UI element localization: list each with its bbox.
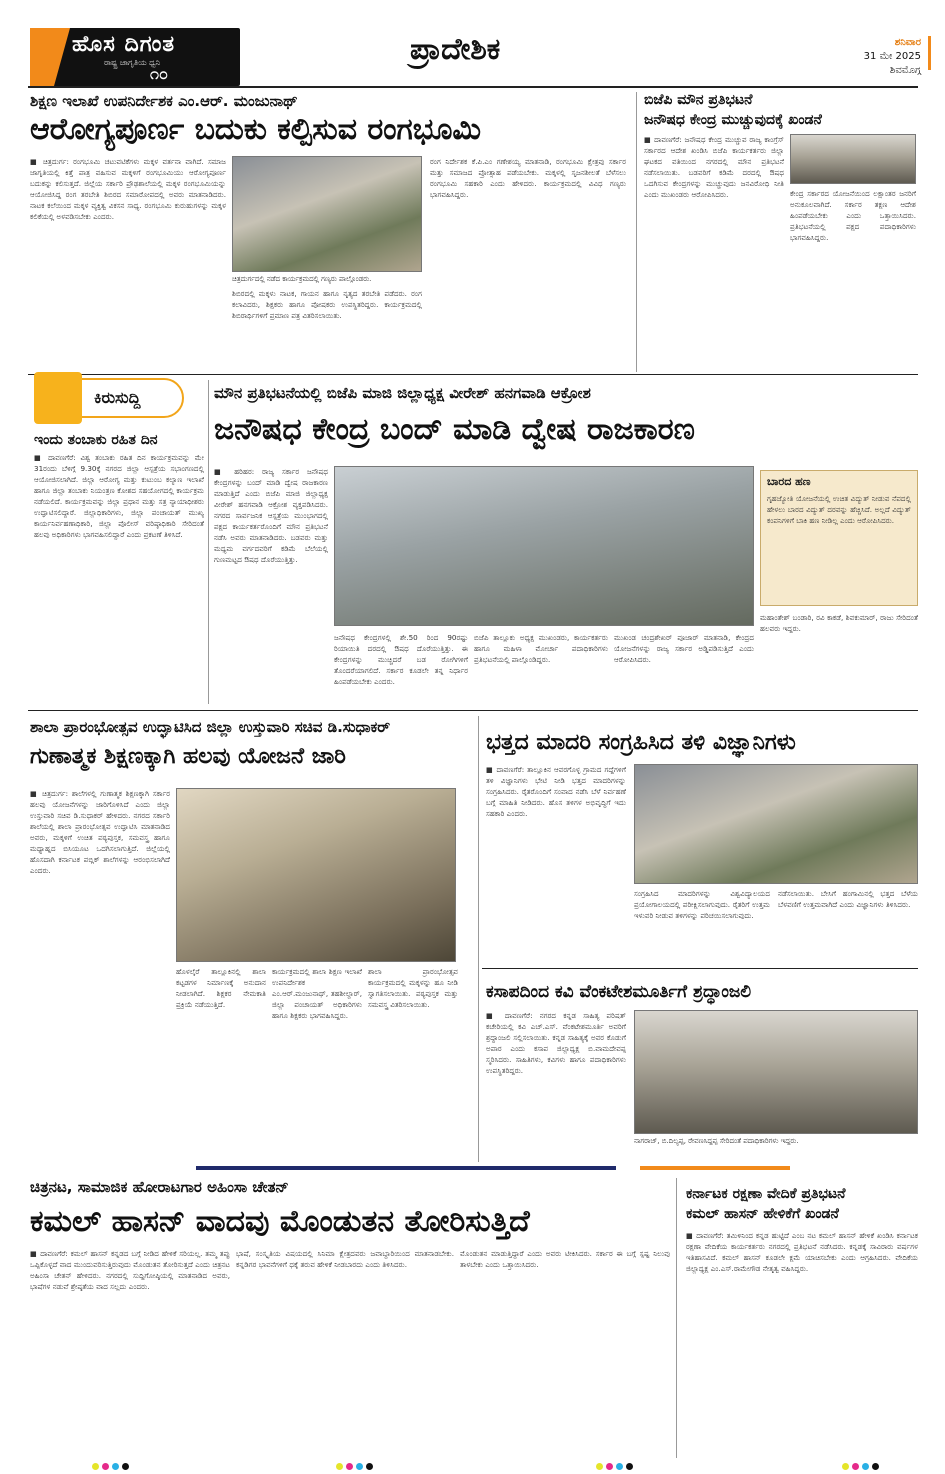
story4-headline: ಗುಣಾತ್ಮಕ ಶಿಕ್ಷಣಕ್ಕಾಗಿ ಹಲವು ಯೋಜನೆ ಜಾರಿ [30,744,346,769]
story7-body-col3: ಮೊಂಡುತನ ಮಾಡುತ್ತಿದ್ದಾರೆ ಎಂದು ಅವರು ಟೀಕಿಸಿದರು. ಸರ್ಕಾರ ಈ ಬಗ್ಗೆ ಸ್ಪಷ್ಟ ನಿಲುವು ತಾಳಬೇಕು ಎಂದು ಒತ್ತಾಯಿಸಿದರು. [460,1249,670,1269]
yellow-dot [842,1463,849,1470]
story4-body-col3: ಕಾರ್ಯಕ್ರಮದಲ್ಲಿ ಶಾಲಾ ಶಿಕ್ಷಣ ಇಲಾಖೆ ಉಪನಿರ್ದೇಶಕ ಎಂ.ಆರ್.ಮಂಜುನಾಥ್, ತಹಶೀಲ್ದಾರ್, ಜಿಲ್ಲಾ ಪಂಚಾಯತ್ ಅಧಿಕಾರಿಗಳು ಹಾಗೂ ಶಿಕ್ಷಕರು ಭಾಗವಹಿಸಿದ್ದರು. [272,967,362,1020]
registration-marks [92,1463,129,1470]
black-dot [366,1463,373,1470]
story3-body-col1: ■ ಹರಿಹರ: ರಾಜ್ಯ ಸರ್ಕಾರ ಜನೌಷಧ ಕೇಂದ್ರಗಳನ್ನು ಬಂದ್ ಮಾಡಿ ದ್ವೇಷ ರಾಜಕಾರಣ ಮಾಡುತ್ತಿದೆ ಎಂದು ಬಿಜೆಪಿ ಮಾಜಿ ಜಿಲ್ಲಾಧ್ಯಕ್ಷ ವೀರೇಶ್ ಹನಗವಾಡಿ ಆಕ್ರೋಶ ವ್ಯಕ್ತಪಡಿಸಿದರು. ನಗರದ ಸಾರ್ವಜನಿಕ ಆಸ್ಪತ್ರೆಯ ಮುಂಭಾಗದಲ್ಲಿ ಪಕ್ಷದ ಕಾರ್ಯಕರ್ತರೊಂದಿಗೆ ಮೌನ ಪ್ರತಿಭಟನೆ ನಡೆಸಿ ಅವರು ಮಾತನಾಡಿದರು. ಬಡವರು ಮತ್ತು ಮಧ್ಯಮ ವರ್ಗದವರಿಗೆ ಕಡಿಮೆ ಬೆಲೆಯಲ್ಲಿ ಗುಣಮಟ್ಟದ ಔಷಧ ದೊರೆಯುತ್ತಿತ್ತು. [214,467,328,564]
magenta-dot [606,1463,613,1470]
yellow-dot [92,1463,99,1470]
story8-headline: ಕಮಲ್ ಹಾಸನ್ ಹೇಳಿಕೆಗೆ ಖಂಡನೆ [686,1206,839,1222]
sidebox-body: ಗೃಹಜ್ಯೋತಿ ಯೋಜನೆಯಲ್ಲಿ ಉಚಿತ ವಿದ್ಯುತ್ ನೀಡುವ ನೆಪದಲ್ಲಿ ಹೇಳಲು ಬಾರದ ವಿದ್ಯುತ್ ದರವನ್ನು ಹೆಚ್ಚಿಸಿದೆ. ಅಲ್ಲದೆ ವಿದ್ಯುತ್ ಕಂಪನಿಗಳಿಗೆ ಬಾಕಿ ಹಣ ನೀಡಿಲ್ಲ ಎಂದು ಆರೋಪಿಸಿದರು. [767,494,911,525]
cyan-dot [356,1463,363,1470]
story1-photo [232,156,422,272]
column-divider [676,1178,677,1458]
logo-tagline: ರಾಷ್ಟ್ರ ಜಾಗೃತಿಯ ಧ್ವನಿ [104,58,161,67]
date: 31 ಮೇ 2025 [863,51,921,62]
story2-body-col1: ■ ದಾವಣಗೆರೆ: ಜನೌಷಧ ಕೇಂದ್ರ ಮುಚ್ಚುವ ರಾಜ್ಯ ಕಾಂಗ್ರೆಸ್ ಸರ್ಕಾರದ ಆದೇಶ ಖಂಡಿಸಿ ಬಿಜೆಪಿ ಕಾರ್ಯಕರ್ತರು ಜಿಲ್ಲಾ ಘಟಕದ ವತಿಯಿಂದ ನಗರದಲ್ಲಿ ಮೌನ ಪ್ರತಿಭಟನೆ ನಡೆಸಲಾಯಿತು. ಬಡವರಿಗೆ ಕಡಿಮೆ ದರದಲ್ಲಿ ಔಷಧ ಒದಗಿಸುವ ಕೇಂದ್ರಗಳನ್ನು ಮುಚ್ಚುವುದು ಜನವಿರೋಧಿ ನೀತಿ ಎಂದು ಮುಖಂಡರು ಆರೋಪಿಸಿದರು. [644,135,784,199]
story4-body-col2: ಹೊಳಲ್ಕೆರೆ ತಾಲ್ಲೂಕಿನಲ್ಲಿ ಶಾಲಾ ಕಟ್ಟಡಗಳ ನಿರ್ಮಾಣಕ್ಕೆ ಅನುದಾನ ನೀಡಲಾಗಿದೆ. ಶಿಕ್ಷಕರ ನೇಮಕಾತಿ ಪ್ರಕ್ರಿಯೆ ನಡೆಯುತ್ತಿದೆ. [176,967,266,1009]
section-rule [28,374,918,375]
page-number: ೧೦ [150,64,168,83]
story5-photo [634,764,918,884]
story3-sidebox [760,470,918,606]
cyan-dot [112,1463,119,1470]
city: ಶಿವಮೊಗ್ಗ [889,65,921,76]
story1-body-col2: ಶಿಬಿರದಲ್ಲಿ ಮಕ್ಕಳು ನಾಟಕ, ಗಾಯನ ಹಾಗೂ ನೃತ್ಯದ ತರಬೇತಿ ಪಡೆದರು. ರಂಗ ಕಲಾವಿದರು, ಶಿಕ್ಷಕರು ಹಾಗೂ ಪೋಷಕರು ಉಪಸ್ಥಿತರಿದ್ದರು. ಕಾರ್ಯಕ್ರಮದಲ್ಲಿ ಶಿಬಿರಾರ್ಥಿಗಳಿಗೆ ಪ್ರಮಾಣ ಪತ್ರ ವಿತರಿಸಲಾಯಿತು. [232,289,422,320]
story5-body-col2: ಸಂಗ್ರಹಿಸಿದ ಮಾದರಿಗಳನ್ನು ವಿಶ್ವವಿದ್ಯಾಲಯದ ಪ್ರಯೋಗಾಲಯದಲ್ಲಿ ಪರೀಕ್ಷಿಸಲಾಗುವುದು. ರೈತರಿಗೆ ಉತ್ತಮ ಇಳುವರಿ ನೀಡುವ ತಳಿಗಳನ್ನು ಪರಿಚಯಿಸಲಾಗುವುದು. [634,889,770,920]
story3-body-col3: ಬಿಜೆಪಿ ತಾಲ್ಲೂಕು ಅಧ್ಯಕ್ಷ ಮುಖಂಡರು, ಕಾರ್ಯಕರ್ತರು ಹಾಗೂ ಮಹಿಳಾ ಮೋರ್ಚಾ ಪದಾಧಿಕಾರಿಗಳು ಪ್ರತಿಭಟನೆಯಲ್ಲಿ ಪಾಲ್ಗೊಂಡಿದ್ದರು. [474,633,608,664]
story1-caption: ಚಿತ್ರದುರ್ಗದಲ್ಲಿ ನಡೆದ ಕಾರ್ಯಕ್ರಮದಲ್ಲಿ ಗಣ್ಯರು ಪಾಲ್ಗೊಂಡರು. [232,275,372,283]
column-divider [636,92,637,372]
column-divider [478,716,479,1162]
story3-headline: ಜನೌಷಧ ಕೇಂದ್ರ ಬಂದ್ ಮಾಡಿ ದ್ವೇಷ ರಾಜಕಾರಣ [214,412,695,447]
section-title: ಪ್ರಾದೇಶಿಕ [410,32,501,67]
story4-body-col4: ಶಾಲಾ ಪ್ರಾರಂಭೋತ್ಸವ ಕಾರ್ಯಕ್ರಮದಲ್ಲಿ ಮಕ್ಕಳನ್ನು ಹೂ ನೀಡಿ ಸ್ವಾಗತಿಸಲಾಯಿತು. ಪಠ್ಯಪುಸ್ತಕ ಮತ್ತು ಸಮವಸ್ತ್ರ ವಿತರಿಸಲಾಯಿತು. [368,967,458,1009]
magenta-dot [852,1463,859,1470]
section-rule [28,710,918,711]
magenta-dot [102,1463,109,1470]
story6-headline: ಕಸಾಪದಿಂದ ಕವಿ ವೆಂಕಟೇಶಮೂರ್ತಿಗೆ ಶ್ರದ್ಧಾಂಜಲಿ [486,982,752,1002]
masthead [0,0,945,88]
story1-body-col3: ರಂಗ ನಿರ್ದೇಶಕ ಕೆ.ಪಿ.ಎಂ ಗಣೇಶಯ್ಯ ಮಾತನಾಡಿ, ರಂಗಭೂಮಿ ಕ್ಷೇತ್ರವು ಸರ್ಕಾರ ಮತ್ತು ಸಮಾಜದ ಪ್ರೋತ್ಸಾಹ ಪಡೆಯಬೇಕು. ಮಕ್ಕಳಲ್ಲಿ ಸೃಜನಶೀಲತೆ ಬೆಳೆಸಲು ರಂಗಭೂಮಿ ಸಹಕಾರಿ ಎಂದು ಹೇಳಿದರು. ಕಾರ್ಯಕ್ರಮದಲ್ಲಿ ವಿವಿಧ ಗಣ್ಯರು ಭಾಗವಹಿಸಿದ್ದರು. [430,157,626,199]
black-dot [122,1463,129,1470]
story2-kicker: ಬಿಜೆಪಿ ಮೌನ ಪ್ರತಿಭಟನೆ [644,92,753,108]
registration-marks [596,1463,633,1470]
story3-photo [334,466,754,626]
dateline [864,36,921,78]
divider-stripe-blue [196,1166,616,1170]
story5-body-col3: ನಡೆಸಲಾಯಿತು. ಬೇಸಿಗೆ ಹಂಗಾಮಿನಲ್ಲಿ ಭತ್ತದ ಬೆಳೆಯ ಬೆಳವಣಿಗೆ ಉತ್ತಮವಾಗಿದೆ ಎಂದು ವಿಜ್ಞಾನಿಗಳು ತಿಳಿಸಿದರು. [778,889,918,909]
story3-kicker: ಮೌನ ಪ್ರತಿಭಟನೆಯಲ್ಲಿ ಬಿಜೆಪಿ ಮಾಜಿ ಜಿಲ್ಲಾಧ್ಯಕ್ಷ ವೀರೇಶ್ ಹನಗವಾಡಿ ಆಕ್ರೋಶ [214,384,591,402]
story2-photo [790,134,916,184]
black-dot [626,1463,633,1470]
divider-stripe-orange [640,1166,790,1170]
black-dot [872,1463,879,1470]
magenta-dot [346,1463,353,1470]
story2-body-col2: ಕೇಂದ್ರ ಸರ್ಕಾರದ ಯೋಜನೆಯಿಂದ ಲಕ್ಷಾಂತರ ಜನರಿಗೆ ಅನುಕೂಲವಾಗಿದೆ. ಸರ್ಕಾರ ತಕ್ಷಣ ಆದೇಶ ಹಿಂಪಡೆಯಬೇಕು ಎಂದು ಒತ್ತಾಯಿಸಿದರು. ಪ್ರತಿಭಟನೆಯಲ್ಲಿ ಪಕ್ಷದ ಪದಾಧಿಕಾರಿಗಳು ಭಾಗವಹಿಸಿದ್ದರು. [790,189,916,242]
story4-photo [176,788,456,962]
story7-body-col1: ■ ದಾವಣಗೆರೆ: ಕಮಲ್ ಹಾಸನ್ ಕನ್ನಡದ ಬಗ್ಗೆ ನೀಡಿದ ಹೇಳಿಕೆ ಸರಿಯಲ್ಲ. ತಮ್ಮ ತಪ್ಪು ಒಪ್ಪಿಕೊಳ್ಳದೆ ವಾದ ಮುಂದುವರಿಸುತ್ತಿರುವುದು ಮೊಂಡುತನ ತೋರಿಸುತ್ತದೆ ಎಂದು ಚಿತ್ರನಟ ಅಹಿಂಸಾ ಚೇತನ್ ಹೇಳಿದರು. ನಗರದಲ್ಲಿ ಸುದ್ದಿಗೋಷ್ಠಿಯಲ್ಲಿ ಮಾತನಾಡಿದ ಅವರು, ಭಾಷೆಗಳ ನಡುವೆ ಶ್ರೇಷ್ಠತೆಯ ವಾದ ಸಲ್ಲದು ಎಂದರು. [30,1249,230,1291]
story1-headline: ಆರೋಗ್ಯಪೂರ್ಣ ಬದುಕು ಕಲ್ಪಿಸುವ ರಂಗಭೂಮಿ [30,112,482,147]
story4-body-col1: ■ ಚಿತ್ರದುರ್ಗ: ಶಾಲೆಗಳಲ್ಲಿ ಗುಣಾತ್ಮಕ ಶಿಕ್ಷಣಕ್ಕಾಗಿ ಸರ್ಕಾರ ಹಲವು ಯೋಜನೆಗಳನ್ನು ಜಾರಿಗೊಳಿಸಿದೆ ಎಂದು ಜಿಲ್ಲಾ ಉಸ್ತುವಾರಿ ಸಚಿವ ಡಿ.ಸುಧಾಕರ್ ಹೇಳಿದರು. ನಗರದ ಸರ್ಕಾರಿ ಶಾಲೆಯಲ್ಲಿ ಶಾಲಾ ಪ್ರಾರಂಭೋತ್ಸವ ಉದ್ಘಾಟಿಸಿ ಮಾತನಾಡಿದ ಅವರು, ಮಕ್ಕಳಿಗೆ ಉಚಿತ ಪಠ್ಯಪುಸ್ತಕ, ಸಮವಸ್ತ್ರ ಹಾಗೂ ಮಧ್ಯಾಹ್ನದ ಬಿಸಿಯೂಟ ಒದಗಿಸಲಾಗುತ್ತಿದೆ. ಜಿಲ್ಲೆಯಲ್ಲಿ ಹೊಸದಾಗಿ ಕರ್ನಾಟಕ ಪಬ್ಲಿಕ್ ಶಾಲೆಗಳನ್ನು ಆರಂಭಿಸಲಾಗಿದೆ ಎಂದರು. [30,789,170,875]
story4-kicker: ಶಾಲಾ ಪ್ರಾರಂಭೋತ್ಸವ ಉದ್ಘಾಟಿಸಿದ ಜಿಲ್ಲಾ ಉಸ್ತುವಾರಿ ಸಚಿವ ಡಿ.ಸುಧಾಕರ್ [30,718,391,736]
hand-icon [34,372,82,424]
story6-body: ■ ದಾವಣಗೆರೆ: ನಗರದ ಕನ್ನಡ ಸಾಹಿತ್ಯ ಪರಿಷತ್ ಕಚೇರಿಯಲ್ಲಿ ಕವಿ ಎಚ್.ಎಸ್. ವೆಂಕಟೇಶಮೂರ್ತಿ ಅವರಿಗೆ ಶ್ರದ್ಧಾಂಜಲಿ ಸಲ್ಲಿಸಲಾಯಿತು. ಕನ್ನಡ ಸಾಹಿತ್ಯಕ್ಕೆ ಅವರ ಕೊಡುಗೆ ಅಪಾರ ಎಂದು ಕಸಾಪ ಜಿಲ್ಲಾಧ್ಯಕ್ಷ ಬಿ.ವಾಮದೇವಪ್ಪ ಸ್ಮರಿಸಿದರು. ಸಾಹಿತಿಗಳು, ಕವಿಗಳು ಹಾಗೂ ಪದಾಧಿಕಾರಿಗಳು ಉಪಸ್ಥಿತರಿದ್ದರು. [486,1011,626,1075]
logo-text: ಹೊಸ ದಿಗಂತ [72,32,176,57]
cyan-dot [862,1463,869,1470]
story3-sidebox-continued: ಮಹಾಂತೇಶ್ ಬಂಡಾರಿ, ರವಿ ಕಾಕಡೆ, ಶಿವಕುಮಾರ್, ರಾಜು ಸೇರಿದಂತೆ ಹಲವರು ಇದ್ದರು. [760,613,918,633]
story5-headline: ಭತ್ತದ ಮಾದರಿ ಸಂಗ್ರಹಿಸಿದ ತಳಿ ವಿಜ್ಞಾನಿಗಳು [486,730,796,755]
dateline-bar [928,36,931,70]
story6-photo [634,1010,918,1134]
story7-kicker: ಚಿತ್ರನಟ, ಸಾಮಾಜಿಕ ಹೋರಾಟಗಾರ ಅಹಿಂಸಾ ಚೇತನ್ [30,1178,289,1196]
section-rule [482,968,918,969]
story7-headline: ಕಮಲ್ ಹಾಸನ್ ವಾದವು ಮೊಂಡುತನ ತೋರಿಸುತ್ತಿದೆ [30,1204,530,1239]
story3-body-col4: ಮುಖಂಡ ಚಂದ್ರಶೇಖರ್ ಪೂಜಾರ್ ಮಾತನಾಡಿ, ಕೇಂದ್ರದ ಯೋಜನೆಗಳನ್ನು ರಾಜ್ಯ ಸರ್ಕಾರ ಅಡ್ಡಿಪಡಿಸುತ್ತಿದೆ ಎಂದು ಆರೋಪಿಸಿದರು. [614,633,754,664]
story2-headline: ಜನೌಷಧ ಕೇಂದ್ರ ಮುಚ್ಚುವುದಕ್ಕೆ ಖಂಡನೆ [644,112,822,128]
story6-caption: ನಾಗರಾಜ್, ಬಿ.ದಿಲ್ಯಪ್ಪ, ರೇವಣಸಿದ್ದಪ್ಪ ಸೇರಿದಂತೆ ಪದಾಧಿಕಾರಿಗಳು ಇದ್ದರು. [634,1137,799,1145]
story8-body: ■ ದಾವಣಗೆರೆ: ತಮಿಳಿನಿಂದ ಕನ್ನಡ ಹುಟ್ಟಿದೆ ಎಂಬ ನಟ ಕಮಲ್ ಹಾಸನ್ ಹೇಳಿಕೆ ಖಂಡಿಸಿ ಕರ್ನಾಟಕ ರಕ್ಷಣಾ ವೇದಿಕೆಯ ಕಾರ್ಯಕರ್ತರು ನಗರದಲ್ಲಿ ಪ್ರತಿಭಟನೆ ನಡೆಸಿದರು. ಕನ್ನಡಕ್ಕೆ ಸಾವಿರಾರು ವರ್ಷಗಳ ಇತಿಹಾಸವಿದೆ. ಕಮಲ್ ಹಾಸನ್ ಕೂಡಲೇ ಕ್ಷಮೆ ಯಾಚಿಸಬೇಕು ಎಂದು ಆಗ್ರಹಿಸಿದರು. ವೇದಿಕೆಯ ಜಿಲ್ಲಾಧ್ಯಕ್ಷ ಎಂ.ಎಸ್.ರಾಮೇಗೌಡ ನೇತೃತ್ವ ವಹಿಸಿದ್ದರು. [686,1231,918,1273]
story1-body-col1: ■ ಚಿತ್ರದುರ್ಗ: ರಂಗಭೂಮಿ ಚಟುವಟಿಕೆಗಳು ಮಕ್ಕಳ ವರ್ತನಾ ವಾಗಿದೆ. ಸಮಾಜ ಜಾಗೃತಿಯಲ್ಲಿ ಕಿತ್ತೆ ಪಾತ್ರ ವಹಿಸುವ ಮಕ್ಕಳಿಗೆ ರಂಗಭೂಮಿಯು ಆರೋಗ್ಯಪೂರ್ಣ ಬದುಕನ್ನು ಕಲಿಸುತ್ತದೆ. ಜಿಲ್ಲೆಯ ಸರ್ಕಾರಿ ಪ್ರೌಢಶಾಲೆಯಲ್ಲಿ ಮಕ್ಕಳ ರಂಗಭೂಮಿಯನ್ನು ಆಯೋಜಿಸಿದ್ದ ರಂಗ ತರಬೇತಿ ಶಿಬಿರದ ಸಮಾರೋಪದಲ್ಲಿ ಅವರು ಮಾತನಾಡಿದರು. ನಾಟಕ ಕಲೆಯಿಂದ ಮಕ್ಕಳ ವ್ಯಕ್ತಿತ್ವ ವಿಕಸನ ಸಾಧ್ಯ. ರಂಗಭೂಮಿ ಕುರುಹುಗಳನ್ನು ಮಕ್ಕಳ ಕಲಿಕೆಯಲ್ಲಿ ಅಳವಡಿಸಬೇಕು ಎಂದರು. [30,157,226,221]
story8-kicker: ಕರ್ನಾಟಕ ರಕ್ಷಣಾ ವೇದಿಕೆ ಪ್ರತಿಭಟನೆ [686,1186,846,1202]
story5-body-col1: ■ ದಾವಣಗೆರೆ: ತಾಲ್ಲೂಕಿನ ಆವರಗೊಳ್ಳ ಗ್ರಾಮದ ಗದ್ದೆಗಳಿಗೆ ತಳಿ ವಿಜ್ಞಾನಿಗಳು ಭೇಟಿ ನೀಡಿ ಭತ್ತದ ಮಾದರಿಗಳನ್ನು ಸಂಗ್ರಹಿಸಿದರು. ರೈತರೊಂದಿಗೆ ಸಂವಾದ ನಡೆಸಿ ಬೆಳೆ ನಿರ್ವಹಣೆ ಬಗ್ಗೆ ಮಾಹಿತಿ ನೀಡಿದರು. ಹೊಸ ತಳಿಗಳ ಅಭಿವೃದ್ಧಿಗೆ ಇದು ಸಹಕಾರಿ ಎಂದರು. [486,765,626,818]
story1-kicker: ಶಿಕ್ಷಣ ಇಲಾಖೆ ಉಪನಿರ್ದೇಶಕ ಎಂ.ಆರ್. ಮಂಜುನಾಥ್ [30,92,298,110]
story7-body-col2: ಭಾಷೆ, ಸಂಸ್ಕೃತಿಯ ವಿಷಯದಲ್ಲಿ ಸಿನಿಮಾ ಕ್ಷೇತ್ರದವರು ಜವಾಬ್ದಾರಿಯಿಂದ ಮಾತನಾಡಬೇಕು. ಕನ್ನಡಿಗರ ಭಾವನೆಗಳಿಗೆ ಧಕ್ಕೆ ತರುವ ಹೇಳಿಕೆ ನೀಡಬಾರದು ಎಂದು ತಿಳಿಸಿದರು. [236,1249,454,1269]
yellow-dot [336,1463,343,1470]
cyan-dot [616,1463,623,1470]
registration-marks [336,1463,373,1470]
registration-marks [842,1463,879,1470]
kirusuddi-headline: ಇಂದು ತಂಬಾಕು ರಹಿತ ದಿನ [34,432,158,448]
kirusuddi-body: ■ ದಾವಣಗೆರೆ: ವಿಶ್ವ ತಂಬಾಕು ರಹಿತ ದಿನ ಕಾರ್ಯಕ್ರಮವನ್ನು ಮೇ 31ರಂದು ಬೆಳಿಗ್ಗೆ 9.30ಕ್ಕೆ ನಗರದ ಜಿಲ್ಲಾ ಆಸ್ಪತ್ರೆಯ ಸಭಾಂಗಣದಲ್ಲಿ ಆಯೋಜಿಸಲಾಗಿದೆ. ಜಿಲ್ಲಾ ಆರೋಗ್ಯ ಮತ್ತು ಕುಟುಂಬ ಕಲ್ಯಾಣ ಇಲಾಖೆ ಹಾಗೂ ಜಿಲ್ಲಾ ತಂಬಾಕು ನಿಯಂತ್ರಣ ಕೋಶದ ಸಹಯೋಗದಲ್ಲಿ ಕಾರ್ಯಕ್ರಮ ನಡೆಯಲಿದೆ. ಕಾರ್ಯಕ್ರಮವನ್ನು ಜಿಲ್ಲಾ ಪ್ರಧಾನ ಮತ್ತು ಸತ್ರ ನ್ಯಾಯಾಧೀಶರು ಉದ್ಘಾಟಿಸಲಿದ್ದಾರೆ. ಜಿಲ್ಲಾಧಿಕಾರಿಗಳು, ಜಿಲ್ಲಾ ಪಂಚಾಯತ್ ಮುಖ್ಯ ಕಾರ್ಯನಿರ್ವಹಣಾಧಿಕಾರಿ, ಜಿಲ್ಲಾ ಪೊಲೀಸ್ ವರಿಷ್ಠಾಧಿಕಾರಿ ಸೇರಿದಂತೆ ಹಲವು ಅಧಿಕಾರಿಗಳು ಭಾಗವಹಿಸಲಿದ್ದಾರೆ ಎಂದು ಪ್ರಕಟಣೆ ತಿಳಿಸಿದೆ. [34,453,204,539]
yellow-dot [596,1463,603,1470]
day: ಶನಿವಾರ [894,37,921,48]
sidebox-title: ಬಾರದ ಹಣ [767,475,811,488]
column-divider [208,380,209,704]
masthead-rule [28,86,918,88]
story3-body-col2: ಜನೌಷಧ ಕೇಂದ್ರಗಳಲ್ಲಿ ಶೇ.50 ರಿಂದ 90ರಷ್ಟು ರಿಯಾಯಿತಿ ದರದಲ್ಲಿ ಔಷಧ ದೊರೆಯುತ್ತಿತ್ತು. ಈ ಕೇಂದ್ರಗಳನ್ನು ಮುಚ್ಚಿದರೆ ಬಡ ರೋಗಿಗಳಿಗೆ ತೊಂದರೆಯಾಗಲಿದೆ. ಸರ್ಕಾರ ಕೂಡಲೇ ತನ್ನ ನಿರ್ಧಾರ ಹಿಂಪಡೆಯಬೇಕು ಎಂದರು. [334,633,468,686]
kirusuddi-label: ಕಿರುಸುದ್ದಿ [94,388,141,407]
